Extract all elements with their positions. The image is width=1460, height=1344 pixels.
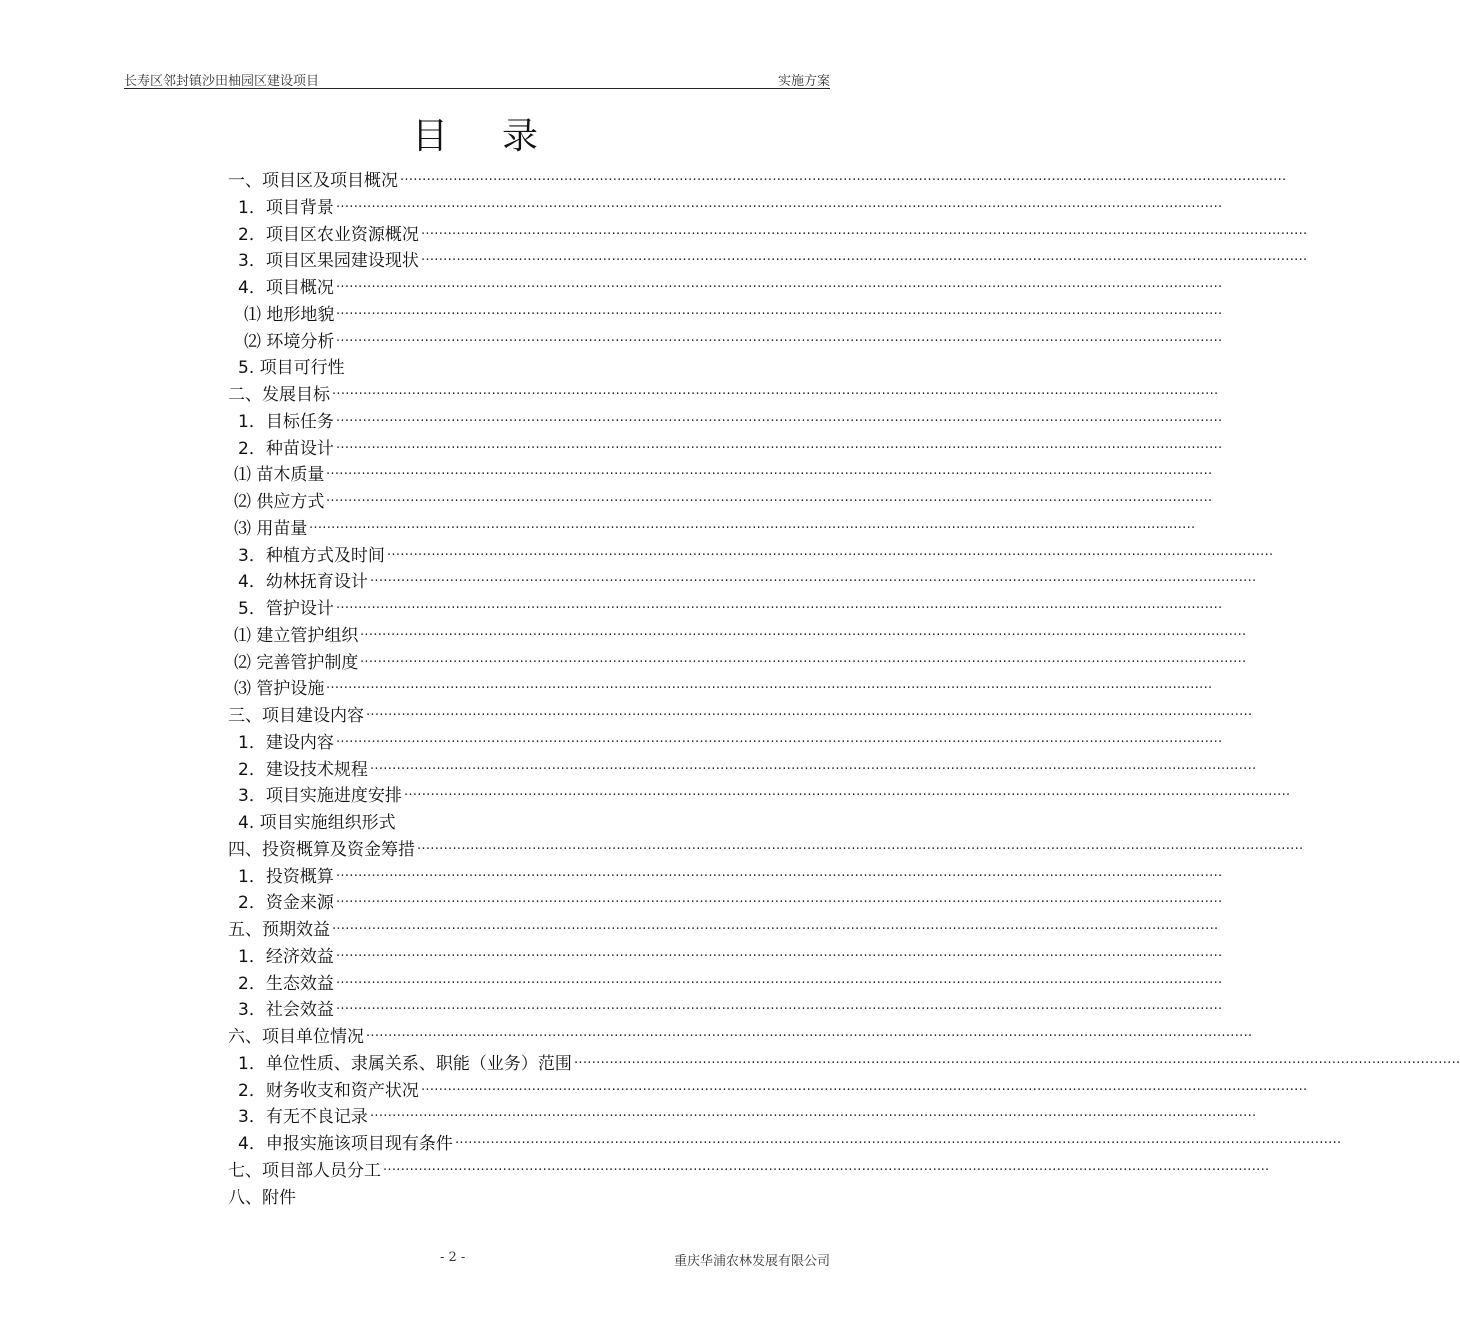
toc-leader-dots: ········································································································································································································ — [336, 440, 1223, 456]
toc-entry-label: 4. 项目实施组织形式 — [238, 813, 396, 833]
toc-entry[interactable] — [228, 997, 1223, 1024]
toc-entry[interactable] — [228, 462, 1213, 489]
toc-leader-dots: ········································································································································································································ — [417, 841, 1304, 857]
toc-leader-dots: ········································································································································································································ — [360, 654, 1247, 670]
toc-entry[interactable] — [228, 783, 1291, 810]
toc-entry-label: 3．社会效益 — [238, 1000, 334, 1021]
toc-entry[interactable] — [228, 222, 1308, 249]
toc-leader-dots: ········································································································································································································ — [336, 601, 1223, 616]
toc-leader-dots: ········································································································································································································ — [332, 922, 1219, 937]
toc-entry-label: ⑶ 用苗量 — [234, 518, 308, 539]
toc-entry[interactable] — [228, 810, 738, 837]
toc-entry[interactable] — [228, 917, 1219, 944]
page-number: - 2 - — [440, 1250, 466, 1265]
toc-entry[interactable] — [228, 623, 1247, 650]
toc-leader-dots: ········································································································································································································ — [336, 868, 1223, 884]
toc-leader-dots: ········································································································································································································ — [336, 948, 1223, 964]
toc-entry[interactable] — [228, 409, 1223, 436]
toc-entry-label: ⑵ 完善管护制度 — [234, 652, 359, 673]
toc-entry[interactable] — [228, 302, 1223, 329]
toc-entry-label: 1．目标任务 — [238, 411, 334, 432]
toc-leader-dots: ········································································································································································································ — [326, 681, 1213, 697]
toc-entry-label: 2．财务收支和资产状况 — [238, 1080, 419, 1101]
toc-entry-label: 六、项目单位情况 — [228, 1027, 364, 1047]
toc-entry-label: 八、附件 — [228, 1187, 296, 1208]
toc-entry[interactable] — [228, 971, 1223, 998]
toc-entry-label: 4．项目概况 — [238, 278, 334, 298]
toc-entry[interactable] — [228, 382, 1219, 409]
footer-company: 重庆华浦农林发展有限公司 — [673, 1254, 830, 1269]
toc-entry[interactable] — [228, 275, 1223, 302]
toc-leader-dots: ········································································································································································································ — [336, 413, 1223, 429]
toc-entry[interactable] — [228, 1051, 1460, 1078]
toc-entry[interactable] — [228, 730, 1223, 757]
toc-entry[interactable] — [228, 436, 1223, 463]
toc-leader-dots: ········································································································································································································ — [309, 520, 1196, 536]
toc-leader-dots: ········································································································································································································ — [336, 199, 1223, 215]
toc-leader-dots: ········································································································································································································ — [336, 734, 1223, 750]
toc-entry-label: 4．幼林抚育设计 — [238, 572, 368, 593]
toc-leader-dots: ········································································································································································································ — [421, 253, 1308, 269]
toc-entry-label: 1．项目背景 — [238, 197, 334, 218]
toc-entry[interactable] — [228, 676, 1213, 703]
toc-entry[interactable] — [228, 168, 1287, 195]
table-of-contents — [228, 168, 1460, 1211]
toc-entry-label: 1．投资概算 — [238, 866, 334, 887]
toc-entry[interactable] — [228, 1185, 738, 1212]
toc-entry-label: ⑵ 供应方式 — [234, 492, 325, 512]
toc-leader-dots: ········································································································································································································ — [421, 1082, 1308, 1098]
toc-entry[interactable] — [228, 1104, 1257, 1131]
toc-entry-label: ⑵ 环境分析 — [244, 331, 335, 352]
toc-entry-label: 3．有无不良记录 — [238, 1107, 368, 1128]
toc-leader-dots: ········································································································································································································ — [332, 387, 1219, 402]
toc-leader-dots: ········································································································································································································ — [383, 1162, 1270, 1178]
toc-entry[interactable] — [228, 516, 1196, 543]
toc-entry-label: ⑴ 地形地貌 — [244, 304, 335, 325]
toc-entry[interactable] — [228, 195, 1223, 222]
toc-entry[interactable] — [228, 543, 1274, 570]
toc-leader-dots: ········································································································································································································ — [370, 761, 1257, 777]
toc-leader-dots: ········································································································································································································ — [455, 1136, 1342, 1151]
toc-entry[interactable] — [228, 757, 1257, 784]
toc-entry[interactable] — [228, 864, 1223, 891]
toc-leader-dots: ········································································································································································································ — [326, 494, 1213, 509]
toc-leader-dots: ········································································································································································································ — [370, 1109, 1257, 1125]
toc-entry-label: 1．单位性质、隶属关系、职能（业务）范围 — [238, 1053, 572, 1074]
page-title: 目录 — [411, 116, 592, 157]
toc-leader-dots: ········································································································································································································ — [326, 467, 1213, 483]
toc-leader-dots: ········································································································································································································ — [360, 627, 1247, 643]
toc-entry[interactable] — [228, 1078, 1308, 1105]
toc-entry-label: 3．项目区果园建设现状 — [238, 251, 419, 272]
toc-leader-dots: ········································································································································································································ — [366, 1029, 1253, 1044]
header-project-name: 长寿区邻封镇沙田柚园区建设项目 — [124, 74, 320, 89]
toc-entry-label: 一、项目区及项目概况 — [228, 171, 398, 191]
toc-entry-label: ⑴ 建立管护组织 — [234, 625, 359, 646]
toc-entry[interactable] — [228, 569, 1257, 596]
toc-leader-dots: ········································································································································································································ — [574, 1055, 1460, 1071]
toc-leader-dots: ········································································································································································································ — [336, 1002, 1223, 1018]
toc-leader-dots: ········································································································································································································ — [336, 975, 1223, 991]
toc-leader-dots: ········································································································································································································ — [366, 708, 1253, 723]
toc-entry-label: 3．种植方式及时间 — [238, 545, 385, 566]
toc-entry-label: 3．项目实施进度安排 — [238, 786, 402, 807]
header-doc-type: 实施方案 — [777, 74, 830, 89]
toc-leader-dots: ········································································································································································································ — [336, 895, 1223, 911]
toc-entry-label: 四、投资概算及资金筹措 — [228, 839, 415, 860]
toc-entry-label: 二、发展目标 — [228, 385, 330, 405]
toc-leader-dots: ········································································································································································································ — [421, 226, 1308, 242]
toc-leader-dots: ········································································································································································································ — [336, 306, 1223, 322]
toc-entry[interactable] — [228, 1024, 1253, 1051]
toc-leader-dots: ········································································································································································································ — [336, 280, 1223, 295]
toc-entry-label: 5. 项目可行性 — [238, 358, 345, 379]
toc-entry-label: 2．资金来源 — [238, 893, 334, 914]
toc-entry-label: 1．建设内容 — [238, 732, 334, 753]
toc-entry-label: 2．建设技术规程 — [238, 759, 368, 780]
toc-entry-label: 三、项目建设内容 — [228, 706, 364, 726]
toc-entry-label: 2．生态效益 — [238, 973, 334, 994]
page-footer — [0, 1250, 950, 1270]
toc-entry[interactable] — [228, 944, 1223, 971]
toc-entry[interactable] — [228, 650, 1247, 677]
toc-entry[interactable] — [228, 248, 1308, 275]
toc-leader-dots: ········································································································································································································ — [336, 333, 1223, 349]
toc-entry[interactable] — [228, 1158, 1270, 1185]
toc-entry-label: 4．申报实施该项目现有条件 — [238, 1134, 453, 1154]
toc-entry-label: 2．项目区农业资源概况 — [238, 224, 419, 245]
toc-entry[interactable] — [228, 596, 1223, 623]
toc-entry[interactable] — [228, 355, 738, 382]
toc-entry[interactable] — [228, 703, 1253, 730]
toc-entry-label: 2．种苗设计 — [238, 438, 334, 459]
toc-entry[interactable] — [228, 837, 1304, 864]
toc-entry-label: ⑴ 苗木质量 — [234, 465, 325, 486]
toc-entry[interactable] — [228, 329, 1223, 356]
toc-entry-label: ⑶ 管护设施 — [234, 679, 325, 700]
page-header — [124, 70, 830, 89]
toc-leader-dots: ········································································································································································································ — [400, 173, 1287, 188]
toc-entry-label: 五、预期效益 — [228, 920, 330, 940]
toc-leader-dots: ········································································································································································································ — [404, 788, 1291, 804]
toc-leader-dots: ········································································································································································································ — [387, 547, 1274, 563]
toc-entry[interactable] — [228, 890, 1223, 917]
toc-leader-dots: ········································································································································································································ — [370, 574, 1257, 590]
toc-entry[interactable] — [228, 489, 1213, 516]
toc-entry[interactable] — [228, 1131, 1342, 1158]
toc-entry-label: 5．管护设计 — [238, 599, 334, 619]
toc-entry-label: 1．经济效益 — [238, 946, 334, 967]
toc-entry-label: 七、项目部人员分工 — [228, 1160, 381, 1181]
